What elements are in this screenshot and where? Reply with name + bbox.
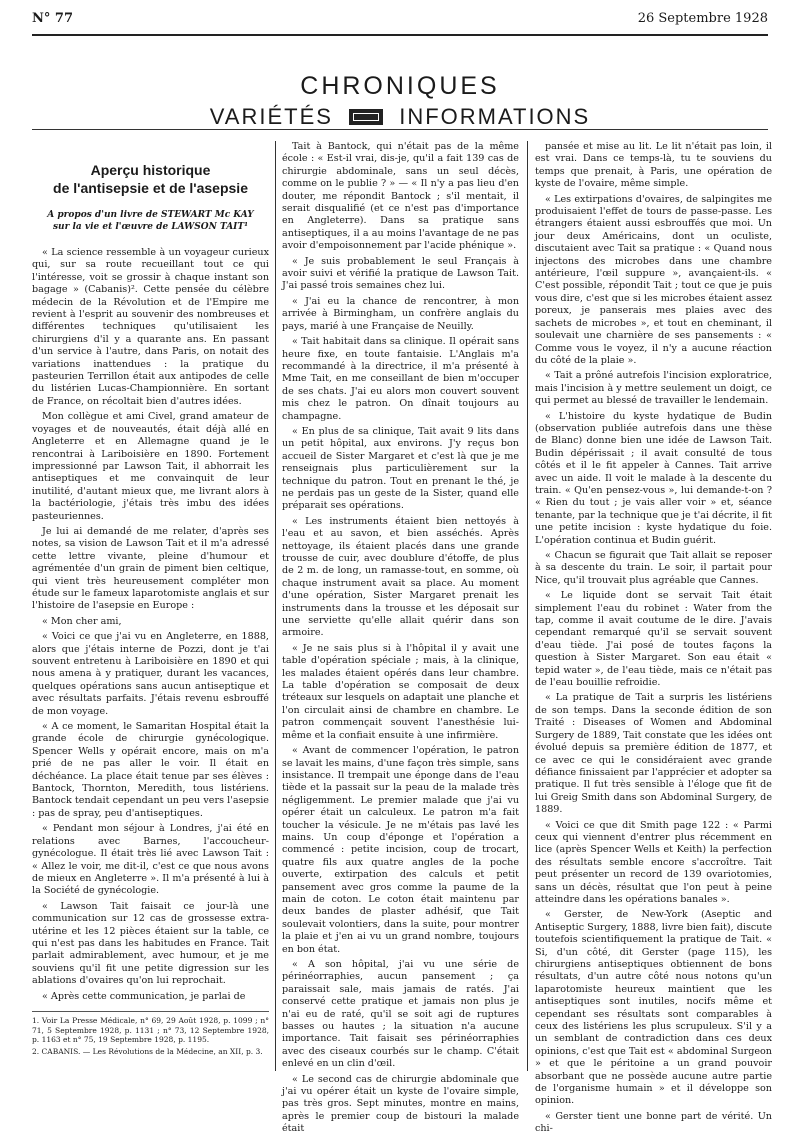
paragraph: « Tait a prôné autrefois l'incision exploratrice, mais l'incision à y mettre seulement un doigt, ce qui permet au blessé de travailler le lendemain. — [535, 370, 772, 407]
paragraph: « Gerster tient une bonne part de vérité. Un chi- — [535, 1110, 772, 1135]
paragraph: « Les instruments étaient bien nettoyés à l'eau et au savon, et bien asséchés. Après nettoyage, ils étaient placés dans une grande trousse de cuir, avec doublure d'étoffe, de plus de 2 m. de long, un ramasse-tout, en somme, où chaque instrument avait sa place. Au moment d'une opération, Sister Margaret prenait les instruments dans la trousse et les déposait sur une serviette qu'elle allait quérir dans son armoire. — [282, 515, 519, 639]
paragraph: « L'histoire du kyste hydatique de Budin (observation publiée autrefois dans une thèse de Blanc) donne bien une idée de Lawson Tait. Budin dépérissait ; il avait consulté de tous côtés et il le fit appeler à Cannes. Tait arrive avec un aide. Il voit le malade à la descente du train. « Qu'en pensez-vous », lui demande-t-on ? « Rien du tout ; je vais aller voir » et, séance tenante, par la technique que je t'ai décrite, il fit une petite incision : kyste hydatique du foie. L'opération continua et Budin guérit. — [535, 410, 772, 546]
masthead-subtitle — [0, 103, 800, 130]
article-title-line-2: de l'antisepsie et de l'asepsie — [53, 180, 248, 196]
column-divider — [275, 141, 276, 1071]
paragraph: Tait à Bantock, qui n'était pas de la même école : « Est-il vrai, dis-je, qu'il a fait 139 cas de chirurgie abdominale, sans un seul décès, comme on le publie ? » — « Il n'y a pas lieu d'en douter, me répondit Bantock ; s'il mentait, il serait disqualifié (et ce n'est pas d'importance en Angleterre). Dans sa pratique sans antiseptiques, il a au moins l'avantage de ne pas avoir d'empoisonnement par l'acide phénique ». — [282, 141, 519, 252]
page-header — [32, 8, 768, 36]
paragraph: « Le liquide dont se servait Tait était simplement l'eau du robinet : Water from the tap, comme il avait coutume de le dire. J'avais cependant remarqué qu'il se servait souvent d'eau tiède. J'ai posé de toutes façons la question à Sister Margaret. Son eau était « tepid water », de l'eau tiède, mais ce n'était pas de l'eau bouillie refroidie. — [535, 590, 772, 689]
paragraph: « Chacun se figurait que Tait allait se reposer à sa descente du train. Le soir, il partait pour Nice, qu'il trouvait plus agréable que Cannes. — [535, 550, 772, 586]
paragraph: « Voici ce que dit Smith page 122 : « Parmi ceux qui viennent d'entrer plus récemment en lice (après Spencer Wells et Keith) la perfection des résultats semble encore s'accroître. Tait peut présenter un record de 139 ovariotomies, sans un décès, résultat que l'on peut à peine atteindre dans les opérations banales ». — [535, 819, 772, 905]
paragraph: « Tait habitait dans sa clinique. Il opérait sans heure fixe, en toute fantaisie. L'Anglais m'a recommandé à la directrice, il m'a présenté à Mme Tait, en me conseillant de bien m'occuper de ses chats. J'ai eu alors mon couvert souvent mis chez le patron. On dînait toujours au champagne. — [282, 336, 519, 422]
ornament-icon — [349, 109, 383, 125]
paragraph: « Voici ce que j'ai vu en Angleterre, en 1888, alors que j'étais interne de Pozzi, dont je t'ai souvent entretenu à Lariboisière en 1890 et qui nous amena à y pratiquer, durant les vacances, quelques opérations sans aucun antiseptique et avec résultats parfaits. J'étais revenu esbrouffé de mon voyage. — [32, 631, 269, 717]
masthead-right-word: INFORMATIONS — [399, 104, 591, 130]
paragraph: Je lui ai demandé de me relater, d'après ses notes, sa vision de Lawson Tait et il m'a adressé cette lettre vivante, pleine d'humour et agrémentée d'un grain de piment bien celtique, qui vient très heureusement compléter mon étude sur le fameux laparotomiste anglais et sur l'histoire de l'asepsie en Europe : — [32, 525, 269, 612]
article-subtitle-line-1: A propos d'un livre de STEWART Mc KAY — [47, 210, 254, 220]
paragraph: « Le second cas de chirurgie abdominale que j'ai vu opérer était un kyste de l'ovaire simple, pas très gros. Sept minutes, montre en mains, après le premier coup de bistouri la malade était — [282, 1073, 519, 1135]
paragraph: « Pendant mon séjour à Londres, j'ai été en relations avec Barnes, l'accoucheur-gynécologue. Il était très lié avec Lawson Tait : « Allez le voir, me dit-il, c'est ce que nous avons de mieux en Angleterre ». Il m'a présenté à lui à la Société de gynécologie. — [32, 823, 269, 897]
paragraph: « La pratique de Tait a surpris les listériens de son temps. Dans la seconde édition de son Traité : Diseases of Women and Abdominal Surgery de 1889, Tait constate que les idées ont évolué depuis sa première édition de 1877, et ce avec ce qui le considéraient avec grande défiance finissaient par l'apprécier et adopter sa pratique. Il fut très sensible à l'éloge que fit de lui Greig Smith dans son Abdominal Surgery, de 1889. — [535, 692, 772, 816]
article-title — [32, 161, 269, 197]
masthead-rule — [32, 129, 768, 130]
paragraph: « A ce moment, le Samaritan Hospital était la grande école de chirurgie gynécologique. Spencer Wells y opérait encore, mais on m'a prié de ne pas aller le voir. Il était en déchéance. La place était tenue par ses élèves : Bantock, Thornton, Meredith, tous listériens. Bantock tendait cependant un peu vers l'asepsie : pas de spray, peu d'antiseptiques. — [32, 721, 269, 819]
paragraph: « A son hôpital, j'ai vu une série de périnéorraphies, aucun pansement ; ça paraissait sale, mais jamais de ratés. J'ai conservé cette pratique et jamais non plus je n'ai eu de raté, qu'il se soit agi de ruptures basses ou hautes ; la situation n'a aucune importance. Tait faisait ses périnéorraphies avec des ciseaux courbés sur le champ. C'était enlevé en un clin d'œil. — [282, 959, 519, 1070]
paragraph: « Après cette communication, je parlai de — [42, 990, 246, 1002]
footnotes — [32, 1011, 269, 1056]
paragraph: « Avant de commencer l'opération, le patron se lavait les mains, d'une façon très simple, sans insistance. Il trempait une éponge dans de l'eau tiède et la passait sur la peau de la malade très négligemment. Le premier malade que j'ai vu opérer était un calculeux. Le patron m'a fait toucher la vésicule. Je ne m'étais pas lavé les mains. Un coup d'éponge et l'opération a commencé : petite incision, coup de trocart, quatre fils aux quatre angles de la poche ouverte, extirpation des calculs et petit pansement avec gros comme la paume de la main de coton. Le coton était maintenu par deux bandes de plaster adhésif, que Tait soulevait volontiers, dans la suite, pour montrer la plaie et j'en ai vu un grand nombre, toujours en bon état. — [282, 745, 519, 955]
article-title-line-1: Aperçu historique — [90, 162, 211, 178]
footnote-2: 2. CABANIS. — Les Révolutions de la Médecine, an XII, p. 3. — [32, 1046, 263, 1056]
paragraph: pansée et mise au lit. Le lit n'était pas loin, il est vrai. Dans ce temps-là, tu te souviens du temps que prenait, à Paris, une opération de kyste de l'ovaire, même simple. — [535, 141, 772, 190]
masthead-left-word: VARIÉTÉS — [209, 104, 333, 130]
masthead-title: CHRONIQUES — [300, 72, 500, 100]
paragraph: « En plus de sa clinique, Tait avait 9 lits dans un petit hôpital, aux environs. J'y reçus bon accueil de Sister Margaret et c'est là que je me renseignais plus particulièrement sur la technique du patron. Tout en prenant le thé, je ne perdais pas un geste de la Sister, quand elle préparait ses opérations. — [282, 425, 519, 512]
column-3 — [535, 141, 772, 1135]
issue-date: 26 Septembre 1928 — [637, 11, 768, 26]
paragraph: Mon collègue et ami Civel, grand amateur de voyages et de nouveautés, était déjà allé en Angleterre et en Allemagne quand je le rencontrai à Lariboisière en 1890. Fortement impressionné par Lawson Tait, il abhorrait les antiseptiques et me convainquit de leur inutilité, d'autant mieux que, me livrant alors à la bactériologie, j'étais très imbu des idées pasteuriennes. — [32, 411, 269, 522]
column-2 — [282, 141, 519, 1135]
paragraph: « Mon cher ami, — [42, 615, 122, 627]
masthead — [0, 72, 800, 130]
paragraph: « Je ne sais plus si à l'hôpital il y avait une table d'opération spéciale ; mais, à la clinique, les malades étaient opérés dans leur chambre. La table d'opération se composait de deux tréteaux sur lesquels on adaptait une planche et l'on circulait ainsi de chambre en chambre. Le patron commençait souvent l'anesthésie lui-même et la confiait ensuite à une infirmière. — [282, 642, 519, 741]
issue-number: N° 77 — [32, 11, 73, 26]
paragraph: « La science ressemble à un voyageur curieux qui, sur sa route recueillant tout ce qui l'intéresse, voit se grossir à chaque instant son bagage » (Cabanis)². Cette pensée du célèbre médecin de la Révolution et de l'Empire me revient à l'esprit au souvenir des nombreuses et différentes techniques qu'utilisaient les chirurgiens d'il y a quarante ans. En passant d'un service à l'autre, dans Paris, on notait des variations inattendues : la pratique du pasteurien Terrillon était aux antipodes de celle du listérien Lucas-Championnière. En sortant de France, on récoltait bien d'autres idées. — [32, 247, 269, 407]
column-divider — [527, 141, 528, 1071]
column-1 — [32, 141, 269, 1071]
article-subtitle — [32, 209, 269, 233]
article-subtitle-line-2: sur la vie et l'œuvre de LAWSON TAIT¹ — [52, 222, 249, 232]
article-columns — [32, 141, 772, 1135]
paragraph: « J'ai eu la chance de rencontrer, à mon arrivée à Birmingham, un confrère anglais du pays, marié à une Française de Neuilly. — [282, 295, 519, 332]
paragraph: « Gerster, de New-York (Aseptic and Antiseptic Surgery, 1888, livre bien fait), discute toutefois scientifiquement la pratique de Tait. « Si, d'un côté, dit Gerster (page 115), les chirurgiens antiseptiques obtiennent de bons résultats, d'un autre côté nous notons qu'un laparotomiste heureux maintient que les antiseptiques sont inutiles, nocifs même et cependant ses résultats sont comparables à ceux des listériens les plus scrupuleux. S'il y a un semblant de contradiction dans ces deux opinions, c'est que Tait est « abdominal Surgeon » et que le péritoine a un grand pouvoir absorbant que ne possède aucune autre partie de l'organisme humain » et il développe son opinion. — [535, 909, 772, 1107]
paragraph: « Lawson Tait faisait ce jour-là une communication sur 12 cas de grossesse extra-utérine et les 12 pièces étaient sur la table, ce qui n'est pas dans les habitudes en France. Tait parlait admirablement, avec humour, et je me souviens qu'il fit une petite digression sur les ablations d'ovaires qu'on lui reprochait. — [32, 900, 269, 987]
paragraph: « Les extirpations d'ovaires, de salpingites me produisaient l'effet de tours de passe-passe. Les étrangers étaient aussi esbrouffés que moi. Un jour deux Américains, dont un oculiste, discutaient avec Tait sa pratique : « Quand nous injectons des microbes dans une chambre antérieure, l'œil suppure », avançaient-ils. « C'est possible, répondit Tait ; tout ce que je puis vous dire, c'est que si les microbes étaient assez poreux, je panserais mes plaies avec des sachets de microbes », et tout en cheminant, il soulevait une charnière de ses pansements : « Comme vous le voyez, il n'y a aucune réaction du côté de la plaie ». — [535, 193, 772, 366]
paragraph: « Je suis probablement le seul Français à avoir suivi et vérifié la pratique de Lawson Tait. J'ai passé trois semaines chez lui. — [282, 255, 519, 292]
footnote-1: 1. Voir La Presse Médicale, n° 69, 29 Août 1928, p. 1099 ; n° 71, 5 Septembre 1928, p. 1131 ; n° 73, 12 Septembre 1928, p. 1163 et n° 75, 19 Septembre 1928, p. 1195. — [32, 1015, 269, 1045]
